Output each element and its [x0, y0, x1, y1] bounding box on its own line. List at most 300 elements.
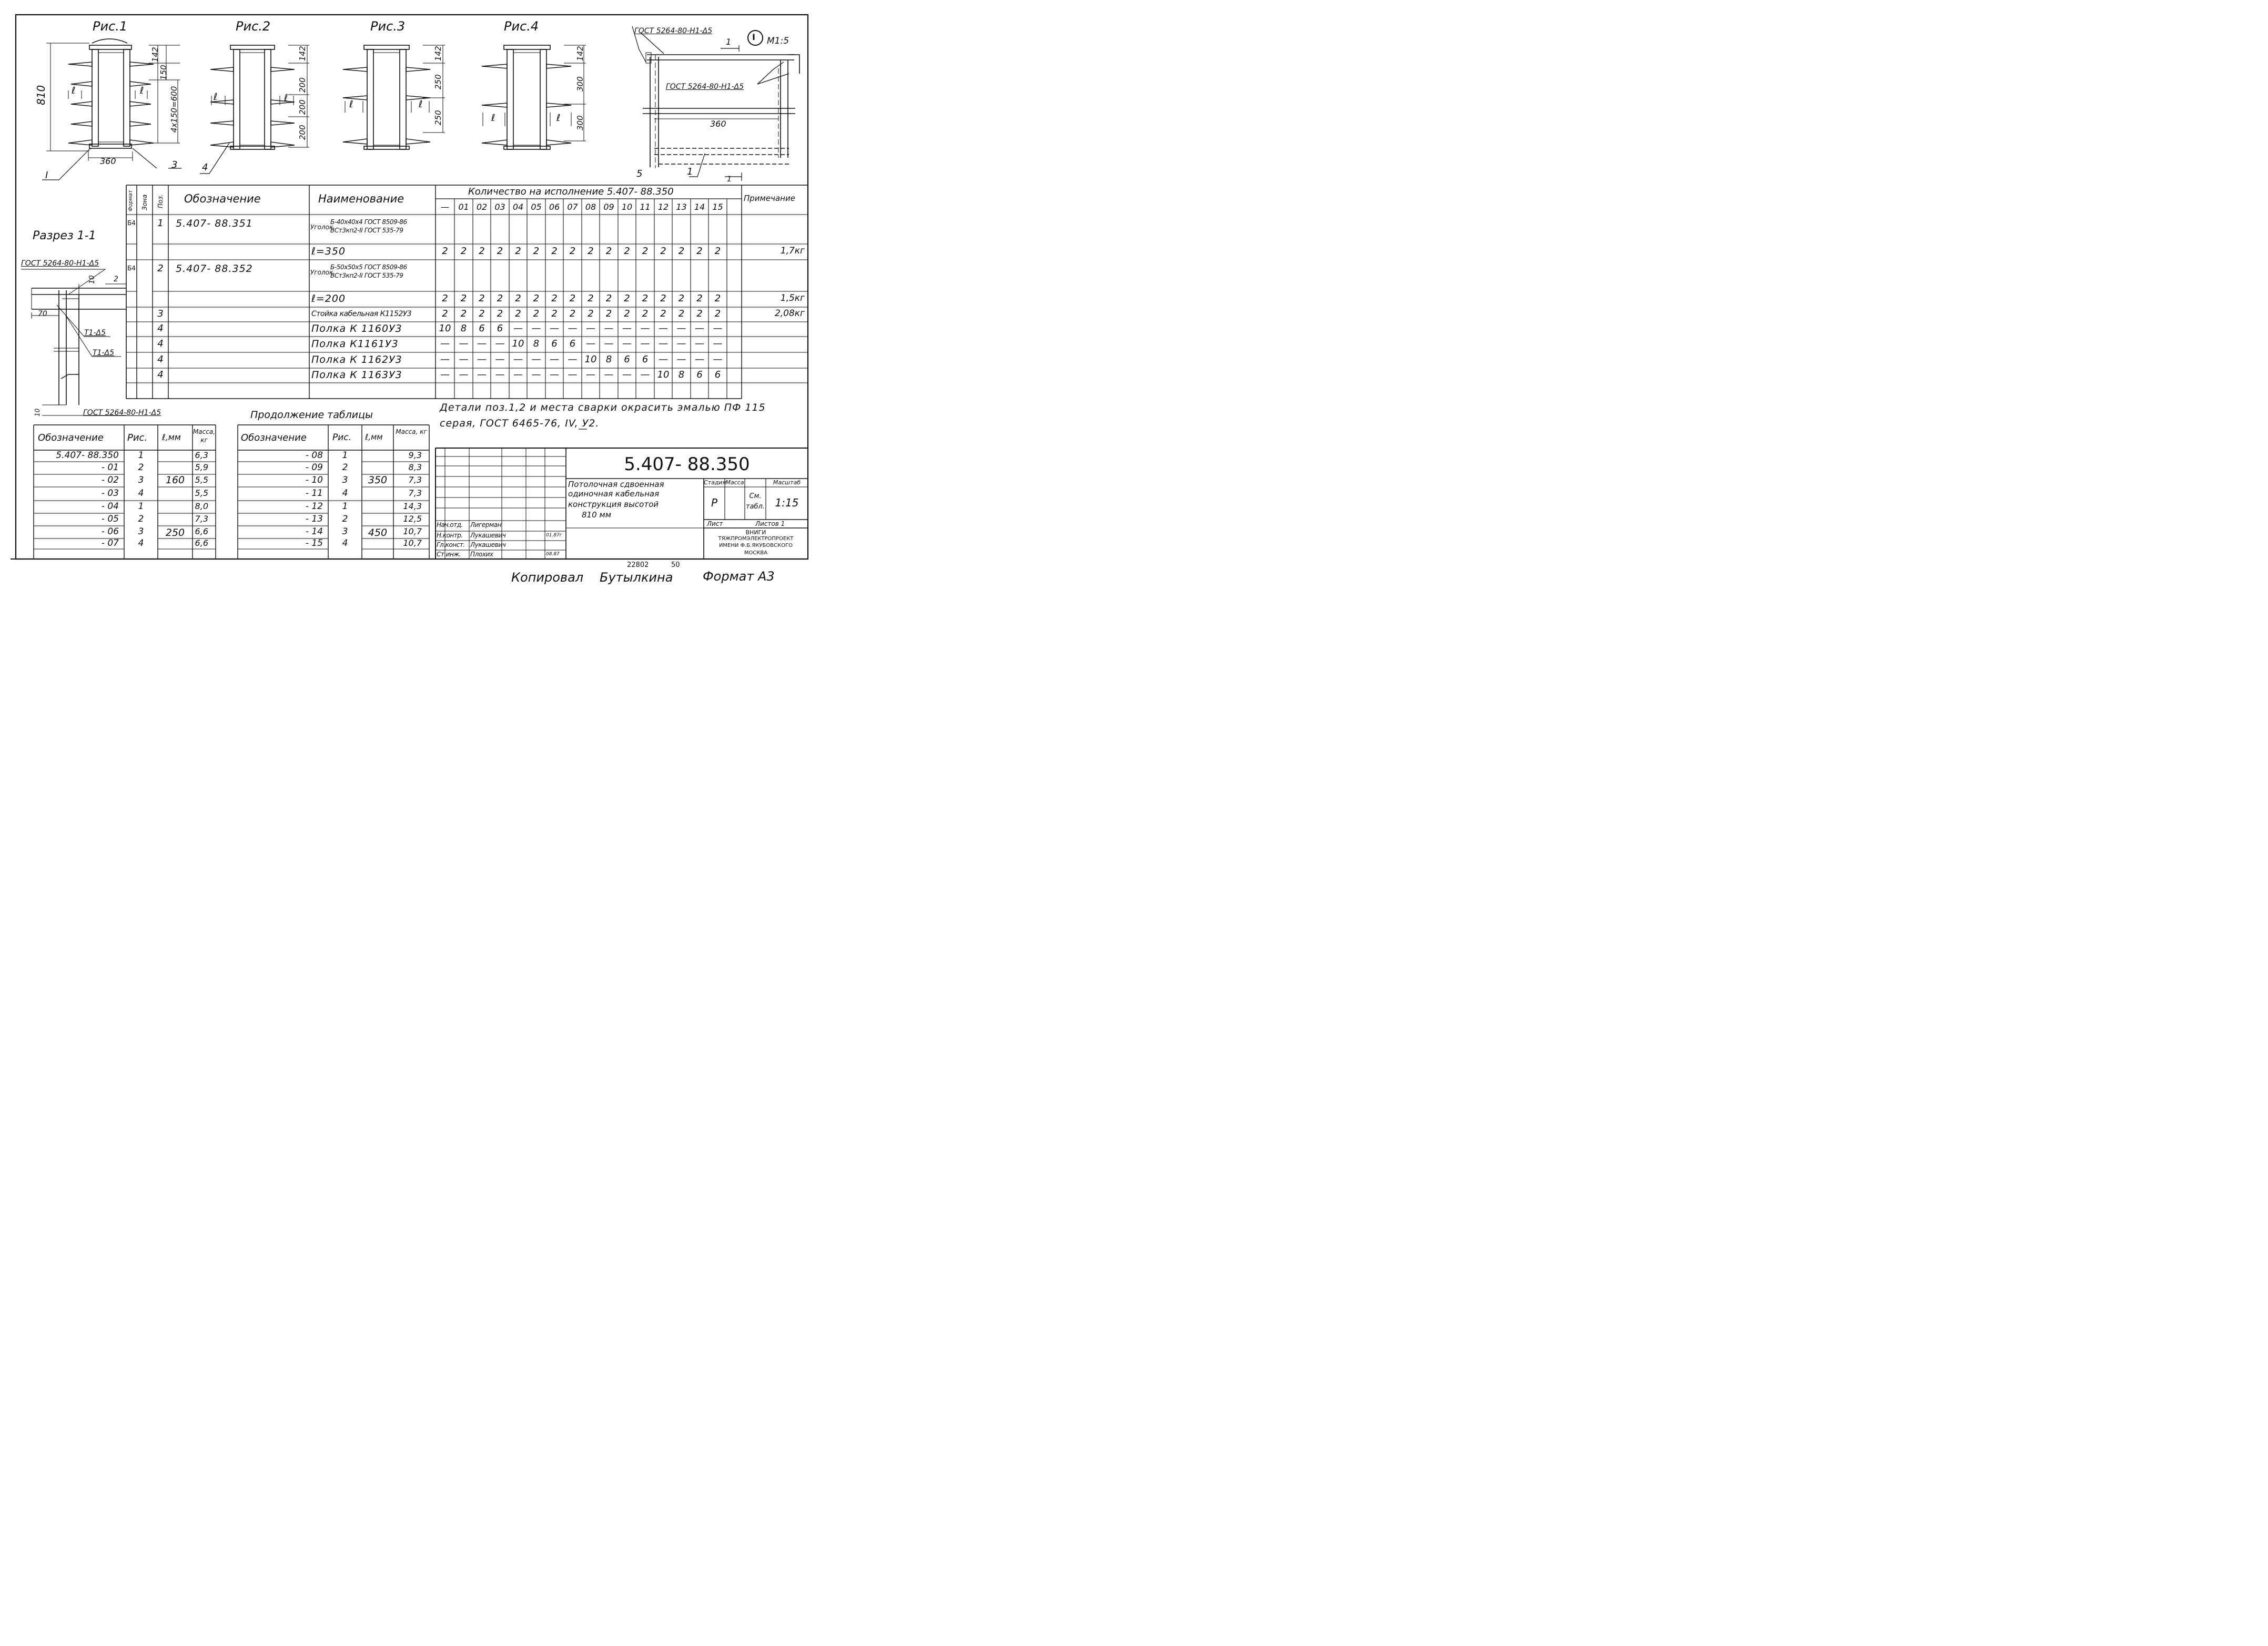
spec-qty-cell: —: [513, 354, 523, 365]
mass-right-len-2: 450: [368, 527, 388, 538]
fig2-leader-l: ℓ: [214, 92, 218, 103]
doc-title-1: Потолочная сдвоенная: [568, 480, 664, 489]
mass-fig: 1: [138, 450, 144, 461]
tb-sheet: Лист: [707, 520, 723, 527]
mass-left-h-len: ℓ,мм: [162, 432, 181, 442]
spec-variant-header: 08: [585, 202, 596, 212]
section-weld-bottom: ГОСТ 5264-80-Н1-Δ5: [83, 409, 161, 417]
spec-table-lines: [126, 185, 808, 399]
mass-value: 6,3: [195, 450, 208, 460]
spec-qty-cell: —: [713, 323, 723, 334]
spec-h-designation: Обозначение: [184, 192, 261, 205]
fig3-dim-top: 142: [433, 46, 443, 61]
mass-fig: 2: [342, 514, 348, 524]
mass-right-len-1: 350: [368, 474, 388, 486]
mass-value: 5,5: [195, 488, 208, 498]
callout-5: 5: [636, 168, 643, 179]
spec-qty-cell: 2: [515, 293, 521, 304]
continuation-title: Продолжение таблицы: [250, 409, 373, 421]
spec-qty-cell: 2: [678, 308, 685, 319]
spec-qty-cell: 2: [660, 308, 666, 319]
fig2-dim-top: 142: [298, 46, 307, 61]
fig3-title: Рис.3: [370, 19, 406, 34]
spec-h-quantity: Количество на исполнение 5.407- 88.350: [468, 186, 674, 197]
spec-qty-cell: 2: [460, 308, 467, 319]
mass-value: 14,3: [403, 501, 422, 511]
spec-variant-header: 01: [458, 202, 469, 212]
spec-note: 1,7кг: [780, 246, 805, 256]
detail-section-num-bottom: 1: [727, 175, 732, 184]
spec-qty-cell: 8: [605, 354, 612, 365]
mass-fig: 4: [138, 488, 144, 499]
note-line-1: Детали поз.1,2 и места сварки окрасить эмалью ПФ 115: [440, 402, 766, 413]
spec-variant-header: 07: [567, 202, 578, 212]
mass-designation: - 10: [305, 475, 323, 485]
spec-pos: 2: [157, 263, 164, 274]
spec-qty-cell: 2: [714, 293, 721, 304]
spec-qty-cell: 6: [696, 369, 703, 380]
spec-qty-cell: 6: [497, 323, 503, 334]
mass-fig: 2: [138, 462, 144, 473]
spec-qty-cell: —: [477, 354, 487, 365]
fig2-dim-2: 200: [298, 99, 307, 115]
spec-variant-header: 03: [494, 202, 505, 212]
spec-name: Полка К 1163У3: [311, 369, 402, 381]
mass-value: 7,3: [408, 475, 422, 485]
spec-qty-cell: —: [586, 338, 595, 349]
spec-qty-cell: 2: [642, 308, 649, 319]
spec-qty-cell: —: [440, 354, 450, 365]
mass-designation: 5.407- 88.350: [56, 450, 119, 461]
spec-variant-header: 11: [640, 202, 651, 212]
spec-pos: 3: [157, 308, 164, 319]
spec-qty-cell: —: [676, 323, 686, 334]
spec-qty-cell: —: [568, 369, 578, 380]
spec-qty-cell: —: [477, 369, 487, 380]
spec-qty-cell: —: [513, 369, 523, 380]
detail-dim-width: 360: [710, 119, 726, 129]
spec-qty-cell: 2: [624, 246, 630, 257]
fig1-dim-height: 810: [35, 85, 47, 105]
spec-qty-cell: 2: [479, 246, 485, 257]
spec-pos: 4: [157, 354, 164, 365]
callout-1: 1: [687, 166, 693, 177]
spec-qty-cell: 2: [497, 308, 503, 319]
fig2-dim-3: 200: [298, 125, 307, 140]
mass-fig: 2: [342, 462, 348, 473]
spec-variant-header: 09: [603, 202, 614, 212]
mass-designation: - 07: [101, 538, 119, 548]
mass-designation: - 15: [305, 538, 323, 548]
mass-designation: - 08: [305, 450, 323, 461]
mass-fig: 3: [138, 526, 144, 537]
spec-variant-header: 12: [657, 202, 669, 212]
mass-value: 5,9: [195, 462, 208, 472]
spec-qty-cell: —: [531, 354, 541, 365]
section-dim-10: 10: [88, 275, 96, 284]
mass-value: 10,7: [403, 538, 422, 548]
mass-designation: - 12: [305, 501, 323, 512]
spec-name-bottom: ВСт3кп2-II ГОСТ 535-79: [330, 272, 403, 279]
spec-h-zone: Зона: [141, 194, 148, 210]
callout-4: 4: [202, 162, 208, 173]
doc-title-2: одиночная кабельная: [568, 489, 660, 499]
spec-qty-cell: 2: [533, 308, 540, 319]
spec-variant-header: 15: [712, 202, 723, 212]
mass-designation: - 13: [305, 514, 323, 524]
spec-qty-cell: —: [604, 338, 614, 349]
spec-qty-cell: 2: [660, 293, 666, 304]
fig1-dim-top: 142: [150, 47, 160, 62]
mass-value: 10,7: [403, 526, 422, 536]
spec-qty-cell: 10: [439, 323, 451, 334]
spec-qty-cell: —: [440, 369, 450, 380]
spec-qty-cell: 6: [569, 338, 576, 349]
spec-variant-header: 02: [476, 202, 488, 212]
spec-qty-cell: 2: [605, 246, 612, 257]
mass-value: 8,0: [195, 501, 208, 511]
spec-qty-cell: 2: [533, 246, 540, 257]
spec-qty-cell: 2: [442, 293, 448, 304]
tb-scale-header: Масштаб: [773, 479, 801, 486]
spec-pos: 1: [157, 218, 164, 229]
signer-name: Лукашевич: [470, 532, 506, 539]
mass-left-len-2: 250: [165, 527, 185, 538]
section-dim-2: 2: [114, 275, 118, 283]
spec-qty-cell: 2: [624, 293, 630, 304]
spec-name: ℓ=350: [311, 246, 346, 257]
tb-org-2: ТЯЖПРОМЭЛЕКТРОПРОЕКТ: [718, 536, 794, 542]
tb-mass-header: Масса: [725, 479, 744, 486]
spec-qty-cell: —: [713, 354, 723, 365]
spec-qty-cell: 2: [605, 308, 612, 319]
spec-pos: 4: [157, 323, 164, 334]
signer-date: 08.87: [546, 552, 560, 557]
mass-designation: - 01: [101, 462, 119, 473]
mass-right-h-designation: Обозначение: [241, 432, 307, 443]
spec-qty-cell: —: [568, 323, 578, 334]
spec-variant-header: 06: [549, 202, 560, 212]
spec-qty-cell: —: [622, 323, 632, 334]
spec-designation: 5.407- 88.351: [176, 218, 253, 229]
spec-qty-cell: 2: [696, 293, 703, 304]
spec-qty-cell: 2: [569, 246, 576, 257]
spec-qty-cell: —: [531, 369, 541, 380]
section-dim-10b: 10: [34, 408, 41, 416]
doc-title-3: конструкция высотой: [568, 500, 659, 509]
spec-qty-cell: —: [550, 323, 559, 334]
mass-fig: 4: [342, 538, 348, 548]
footer-page: 50: [671, 561, 680, 569]
fig1-leader-l: ℓ: [72, 85, 76, 96]
spec-qty-cell: —: [459, 354, 469, 365]
spec-qty-cell: —: [550, 369, 559, 380]
spec-qty-cell: 2: [624, 308, 630, 319]
spec-format: Б4: [127, 265, 136, 272]
section-drawing: [21, 269, 126, 415]
spec-designation: 5.407- 88.352: [176, 263, 253, 275]
spec-qty-cell: 2: [714, 246, 721, 257]
spec-qty-cell: 2: [605, 293, 612, 304]
spec-qty-cell: —: [459, 369, 469, 380]
tb-org-3: ИМЕНИ Ф.Б.ЯКУБОВСКОГО: [718, 543, 793, 548]
tb-org-1: ВНИГИ: [745, 529, 766, 536]
section-weld-t1a: Т1-Δ5: [84, 329, 106, 337]
section-title: Разрез 1-1: [33, 229, 96, 242]
spec-qty-cell: 6: [479, 323, 485, 334]
spec-qty-cell: —: [676, 338, 686, 349]
spec-note: 2,08кг: [774, 308, 805, 319]
mass-designation: - 02: [101, 475, 119, 485]
signer-role: Ст.инж.: [437, 551, 461, 558]
fig4-leader-r: ℓ: [556, 113, 561, 124]
spec-qty-cell: 2: [515, 246, 521, 257]
spec-name-bottom: ВСт3кп2-II ГОСТ 535-79: [330, 227, 403, 234]
spec-qty-cell: —: [640, 338, 650, 349]
spec-qty-cell: 2: [696, 246, 703, 257]
spec-pos: 4: [157, 369, 164, 380]
spec-qty-cell: 2: [442, 308, 448, 319]
spec-qty-cell: —: [695, 338, 704, 349]
fig3-drawing: [343, 45, 445, 149]
spec-qty-cell: —: [604, 323, 614, 334]
mass-designation: - 03: [101, 488, 119, 499]
fig3-dim-2: 250: [433, 110, 443, 125]
signer-role: Гл.конст.: [437, 541, 465, 548]
mass-value: 12,5: [403, 514, 422, 524]
spec-format: Б4: [127, 219, 136, 227]
spec-variant-header: 05: [531, 202, 542, 212]
spec-qty-cell: —: [495, 369, 505, 380]
spec-name-prefix: Уголок: [310, 223, 333, 231]
tb-scale: 1:15: [775, 496, 799, 509]
spec-qty-cell: 8: [678, 369, 685, 380]
spec-qty-cell: 2: [696, 308, 703, 319]
spec-variant-header: 10: [621, 202, 633, 212]
spec-qty-cell: 2: [497, 246, 503, 257]
fig2-leader-r: ℓ: [284, 93, 288, 104]
fig3-leader-l: ℓ: [349, 99, 353, 110]
mass-right-h-fig: Рис.: [332, 432, 352, 443]
spec-name-top: Б-40х40х4 ГОСТ 8509-86: [330, 218, 407, 226]
mass-value: 8,3: [408, 462, 422, 472]
mass-designation: - 09: [305, 462, 323, 473]
fig3-leader-r: ℓ: [419, 99, 423, 110]
spec-qty-cell: —: [622, 369, 632, 380]
spec-qty-cell: —: [695, 354, 704, 365]
note-line-2: серая, ГОСТ 6465-76, IV, У2.: [440, 418, 600, 429]
spec-qty-cell: —: [586, 323, 595, 334]
spec-qty-cell: —: [640, 369, 650, 380]
section-weld-t1b: Т1-Δ5: [93, 349, 114, 357]
callout-section-i: I: [45, 170, 48, 181]
spec-qty-cell: 2: [660, 246, 666, 257]
spec-qty-cell: 2: [442, 246, 448, 257]
fig1-dim-first: 150: [159, 65, 168, 80]
spec-qty-cell: 8: [533, 338, 540, 349]
fig4-dim-top: 142: [575, 46, 585, 61]
spec-qty-cell: —: [659, 323, 668, 334]
spec-h-name: Наименование: [318, 192, 404, 205]
spec-qty-cell: 2: [497, 293, 503, 304]
spec-qty-cell: 6: [624, 354, 630, 365]
mass-fig: 1: [342, 450, 348, 461]
spec-qty-cell: 10: [657, 369, 670, 380]
fig3-dim-1: 250: [433, 74, 443, 89]
mass-fig: 4: [138, 538, 144, 548]
spec-qty-cell: —: [622, 338, 632, 349]
spec-qty-cell: 2: [479, 308, 485, 319]
detail-scale: М1:5: [767, 36, 789, 46]
spec-qty-cell: 2: [551, 293, 558, 304]
spec-qty-cell: 2: [460, 246, 467, 257]
signer-date: 01.87г: [546, 533, 562, 538]
tb-org-4: МОСКВА: [744, 550, 768, 556]
fig1-title: Рис.1: [93, 19, 128, 34]
spec-qty-cell: —: [531, 323, 541, 334]
mass-left-h-mass: Масса, кг: [193, 428, 216, 444]
spec-qty-cell: —: [676, 354, 686, 365]
spec-variant-header: 04: [512, 202, 524, 212]
spec-qty-cell: 8: [460, 323, 467, 334]
spec-name: Стойка кабельная К1152У3: [311, 310, 412, 318]
spec-qty-cell: 2: [551, 246, 558, 257]
fig2-dim-1: 200: [298, 77, 307, 93]
spec-qty-cell: 10: [584, 354, 597, 365]
spec-qty-cell: 6: [642, 354, 649, 365]
mass-designation: - 11: [305, 488, 323, 499]
mass-left-len-1: 160: [165, 474, 185, 486]
callout-3: 3: [171, 159, 178, 170]
spec-qty-cell: —: [459, 338, 469, 349]
spec-qty-cell: 6: [714, 369, 721, 380]
fig1-dim-pitch: 4х150=600: [169, 86, 179, 133]
spec-qty-cell: 10: [512, 338, 524, 349]
fig1-dim-width: 360: [100, 156, 116, 166]
spec-note: 1,5кг: [780, 293, 805, 303]
mass-value: 9,3: [408, 450, 422, 460]
footer-copied: Копировал: [511, 570, 584, 585]
section-weld-top: ГОСТ 5264-80-Н1-Δ5: [21, 259, 99, 268]
fig1-leader-r: ℓ: [140, 85, 144, 96]
spec-qty-cell: 2: [515, 308, 521, 319]
spec-name-top: Б-50х50х5 ГОСТ 8509-86: [330, 263, 407, 271]
mass-designation: - 04: [101, 501, 119, 512]
mass-left-h-fig: Рис.: [127, 432, 148, 443]
spec-qty-cell: —: [568, 354, 578, 365]
fig4-title: Рис.4: [504, 19, 539, 34]
section-dim-70: 70: [38, 310, 47, 318]
spec-qty-cell: —: [550, 354, 559, 365]
mass-fig: 3: [342, 475, 348, 485]
tb-mass: См. табл.: [746, 492, 765, 511]
spec-pos: 4: [157, 338, 164, 349]
mass-fig: 3: [138, 475, 144, 485]
spec-qty-cell: —: [495, 338, 505, 349]
spec-qty-cell: 2: [569, 308, 576, 319]
spec-h-note: Примечание: [744, 195, 795, 202]
mass-right-h-len: ℓ,мм: [365, 432, 383, 442]
fig4-dim-2: 300: [575, 115, 585, 130]
footer-number: 22802: [627, 561, 649, 569]
spec-name: Полка К1161У3: [311, 338, 399, 350]
spec-qty-cell: —: [604, 369, 614, 380]
spec-name: Полка К 1160У3: [311, 323, 402, 334]
mass-fig: 1: [342, 501, 348, 512]
signer-role: Н.контр.: [437, 532, 463, 539]
mass-fig: 1: [138, 501, 144, 512]
spec-name-prefix: Уголок: [310, 269, 333, 276]
mass-designation: - 05: [101, 514, 119, 524]
mass-value: 6,6: [195, 526, 208, 536]
detail-drawing: [632, 26, 799, 184]
detail-section-num: 1: [726, 37, 732, 47]
spec-name: ℓ=200: [311, 293, 346, 304]
mass-fig: 2: [138, 514, 144, 524]
spec-qty-cell: —: [695, 323, 704, 334]
spec-h-pos: Поз.: [157, 194, 164, 208]
spec-qty-cell: —: [659, 354, 668, 365]
mass-fig: 4: [342, 488, 348, 499]
fig2-drawing: [200, 45, 309, 174]
spec-qty-cell: —: [713, 338, 723, 349]
detail-weld-top: ГОСТ 5264-80-Н1-Δ5: [634, 27, 713, 35]
tb-stage: Р: [711, 496, 718, 509]
mass-value: 7,3: [408, 488, 422, 498]
mass-value: 7,3: [195, 514, 208, 524]
spec-qty-cell: 2: [678, 293, 685, 304]
fig4-drawing: [482, 45, 586, 149]
detail-weld-label: ГОСТ 5264-80-Н1-Δ5: [666, 83, 744, 91]
spec-qty-cell: —: [513, 323, 523, 334]
fig4-leader-l: ℓ: [491, 113, 495, 124]
spec-h-format: Формат: [128, 190, 134, 211]
spec-qty-cell: 2: [714, 308, 721, 319]
signer-name: Плохих: [470, 551, 493, 558]
spec-qty-cell: 2: [642, 246, 649, 257]
spec-qty-cell: 6: [551, 338, 558, 349]
signer-name: Лигерман: [470, 521, 502, 529]
spec-qty-cell: —: [586, 369, 595, 380]
doc-number: 5.407- 88.350: [624, 454, 750, 475]
spec-qty-cell: 2: [588, 293, 594, 304]
spec-qty-cell: 2: [588, 246, 594, 257]
mass-designation: - 06: [101, 526, 119, 537]
spec-variant-header: 13: [676, 202, 687, 212]
doc-title-4: 810 мм: [582, 510, 612, 520]
mass-value: 6,6: [195, 538, 208, 548]
spec-name: Полка К 1162У3: [311, 354, 402, 365]
mass-right-h-mass: Масса, кг: [396, 428, 427, 435]
spec-qty-cell: 2: [588, 308, 594, 319]
signer-name: Лукашевич: [470, 541, 506, 548]
signer-role: Нач.отд.: [437, 521, 463, 529]
spec-qty-cell: —: [659, 338, 668, 349]
spec-qty-cell: —: [640, 323, 650, 334]
spec-variant-header: 14: [694, 202, 705, 212]
fig2-title: Рис.2: [236, 19, 271, 34]
footer-copier: Бутылкина: [600, 570, 673, 585]
spec-qty-cell: —: [440, 338, 450, 349]
spec-qty-cell: 2: [479, 293, 485, 304]
spec-variant-header: —: [441, 202, 449, 212]
spec-qty-cell: 2: [551, 308, 558, 319]
mass-left-h-designation: Обозначение: [38, 432, 104, 443]
tb-sheets: Листов 1: [755, 520, 785, 527]
spec-qty-cell: 2: [642, 293, 649, 304]
mass-designation: - 14: [305, 526, 323, 537]
drawing-sheet: [0, 0, 825, 598]
